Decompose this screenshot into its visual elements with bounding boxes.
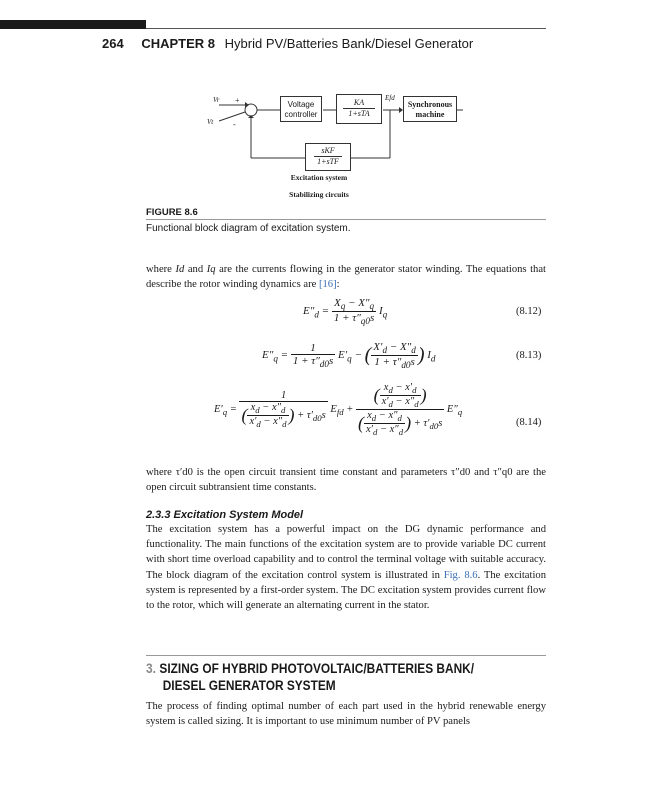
equation-number-8-13: (8.13) [516,350,542,361]
paragraph-time-constants: where τ′d0 is the open circuit transient time constant and parameters τ″d0 and τ″q0 are the open circuit subtransient time constants. [146,467,546,494]
voltage-controller-box: Voltage controller [280,96,322,122]
symbol-iq: Iq [206,264,216,275]
equation-8-13: $E''_q$ = $\frac{1}{1 + \tau''_{d0}s}$ $E'_q$ − ( $\frac{X'_d - X''_d}{1 + \tau''_{d0}s}$ ) $I_d$ [262,341,436,371]
synchronous-machine-box: Synchronous machine [403,96,457,122]
input-vr: Vr [213,96,220,104]
section-rule [146,655,546,656]
section-heading: 2.3.3 Excitation System Model [146,509,304,521]
equation-number-8-12: (8.12) [516,306,542,317]
chapter-label: CHAPTER 8 [141,36,216,51]
running-header [102,36,473,51]
exciter-transfer-box: KA 1+sTA [336,94,382,124]
equation-number-8-14: (8.14) [516,417,542,428]
page-number: 264 [102,36,124,51]
stabilizing-circuits-label: Stabilizing circuits [289,190,349,199]
paragraph-excitation-model: The excitation system has a powerful impact on the DG dynamic performance and functionality. The main functions of the excitation system are to provide variable DC current with short time overload capability and to control the terminal voltage with suitable accuracy. The block diagram of the excitation control system is illustrated in Fig. 8.6. The excitation system is represented by a first-order system. The DC excitation system provides current flow to the rotor, which will generate an alternating current in the stator. [146,524,546,612]
paragraph-rotor-dynamics: where Id and Iq are the currents flowing in the generator stator winding. The equations that describe the rotor winding dynamics are [16]: [146,264,546,291]
excitation-system-label: Excitation system [290,173,348,182]
chapter-title: Hybrid PV/Batteries Bank/Diesel Generator [224,36,474,51]
block-diagram [205,88,463,206]
chapter-section-heading: 3. SIZING OF HYBRID PHOTOVOLTAIC/BATTERIES BANK/ DIESEL GENERATOR SYSTEM [146,661,475,693]
plus-sign: + [235,96,240,105]
figure-rule [146,219,546,220]
input-vt: Vt [207,118,214,126]
minus-sign: - [233,120,236,129]
reference-link[interactable]: [16] [318,279,337,291]
header-rule [146,28,546,29]
section-number: 3. [146,661,156,676]
figure-caption: Functional block diagram of excitation system. [146,223,351,234]
symbol-id: Id [175,264,185,275]
efd-label: Efd [385,94,395,102]
header-bar [0,20,146,29]
equation-8-12: $E''_d$ = $\frac{X_q - X''_q}{1 + \tau''_{q0}s}$ $I_q$ [303,297,388,327]
stabilizer-transfer-box: sKF 1+sTF [305,143,351,171]
equation-8-14: $E'_q$ = 1 ( $\frac{x_d - x''_d}{x'_d - x''_d}$ ) + $\tau'_{d0}s$ $E_{fd}$ + ( $\frac{x_d - x'_d}{x'_d - x''_d}$ ) ( $\frac{x_d - x''_d}{x'_d - x''_d}$ ) + $\tau'_{d0}s$ $E''_q$ [214,382,463,438]
figure-label: FIGURE 8.6 [146,207,198,218]
figure-reference-link[interactable]: Fig. 8.6 [443,569,478,581]
paragraph-sizing: The process of finding optimal number of each part used in the hybrid renewable energy system is called sizing. It is important to use minimum number of PV panels [146,701,546,728]
